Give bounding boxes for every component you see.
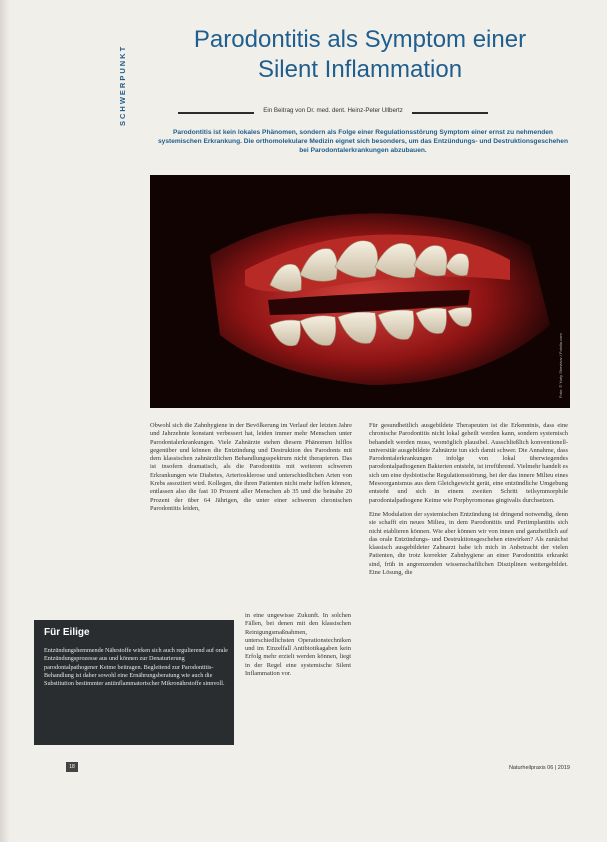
title-line-1: Parodontitis als Symptom einer (193, 26, 527, 53)
body-paragraph: Eine Modulation der systemischen Entzündung ist dringend notwendig, denn sie schafft ein neues Milieu, in dem Parodontitis und Periimplantitis sich nicht etablieren können. Wie aber können wir von innen und ganzheitlich auf das orale Entzündungs- und Destruktionsgeschehen einwirken? Als zunächst klassisch ausgebildeter Zahnarzt habe ich mich in Anbetracht der vielen Patienten, die trotz korrekter Zahnhygiene an einer Parodontitis erkrankt sind, früh in angrenzenden wissenschaftlichen Disziplinen weitergebildet. Eine Lösung, die (369, 510, 568, 577)
lead-paragraph: Parodontitis ist kein lokales Phänomen, sondern als Folge einer Regulationsstörung Symptom einer ernst zu nehmenden systemischen Erkrankung. Die orthomolekulare Medizin eignet sich besonders, um das Entzündungs- und Destruktionsgeschehen bei Parodontalerkrankungen abzubauen. (158, 129, 568, 154)
author-byline: Ein Beitrag von Dr. med. dent. Heinz-Peter Ullbertz (263, 107, 403, 114)
summary-box-title: Für Eilige (44, 627, 90, 638)
body-column-1-top: Obwohl sich die Zahnhygiene in der Bevölkerung im Verlauf der letzten Jahre und Jahrzehnte konstant verbessert hat, leiden immer mehr Menschen unter Parodontalerkrankungen. Viele Zahnärzte stehen diesem Phänomen hilflos gegenüber und können die Entzündung und Destruktion des Parodonts mit dem klassischen zahnärztlichen Behandlungsspektrum nicht therapieren. Das ist insofern dramatisch, als die Parodontitis mit weiteren schweren Erkrankungen wie Diabetes, Arteriosklerose und unterschiedlichen Arten von Krebs assoziiert wird. Kollegen, die ihren Patienten nicht mehr helfen können, entlassen also die fast 10 Prozent aller Menschen ab 35 und die beinahe 20 Prozent der über 64 Jährigen, die unter einer schweren chronischen Parodontitis leiden, (150, 422, 352, 512)
body-paragraph: Für gesundheitlich ausgebildete Therapeuten ist die Erkenntnis, dass eine chronische Parodontitis nicht lokal geheilt werden kann, sondern systemisch behandelt werden muss, womöglich plausibel. Ausschließlich konventionell-universitär ausgebildete Zahnärzte tun sich damit schwer. Die Annahme, dass Parodontalerkrankungen infolge von lokal überwiegendes parodontalpathogenen Bakterien entsteht, ist irreführend. Vielmehr handelt es sich um eine dysbiotische Regulationsstörung, bei der das innere Milieu eines Mesoorganismus aus dem Gleichgewicht gerät, eine entzündliche Umgebung entsteht und sich in einem zweiten Schritt teilsymmorphile parodontalpathogene Keime wie Porphyromonas gingivalis durchsetzen. (369, 422, 568, 504)
summary-box-text: Entzündungshemmende Nährstoffe wirken sich auch regulierend auf orale Entzündungsprozesse aus und können zur Denaturierung parodontalpathogener Keime beitragen. Begleitend zur Parodontitis-Behandlung ist daher sowohl eine Ernährungsberatung wie auch die Substitution bestimmter antiinflammatorischer Mikronährstoffe sinnvoll. (44, 647, 228, 688)
byline-rule-right (412, 112, 488, 114)
body-column-2 (369, 422, 568, 583)
page-spine-shadow (0, 0, 10, 842)
teeth-illustration (150, 175, 570, 408)
magazine-footer: Naturheilpraxis 06 | 2019 (508, 765, 570, 771)
title-line-2: Silent Inflammation (257, 56, 463, 83)
photo-credit (558, 278, 566, 398)
body-column-1-bottom: in eine ungewisse Zukunft. In solchen Fällen, bei denen mit den klassischen Reinigungsmaßnahmen, unterschiedlichsten Operationstechniken und im Einzelfall Antibiotikagaben kein Erfolg mehr erzielt werden können, liegt in der Regel eine systemische Silent Inflammation vor. (245, 612, 351, 678)
teeth-photo (150, 175, 570, 408)
summary-box (34, 620, 234, 745)
article-title (150, 25, 570, 85)
section-label-text: SCHWERPUNKT (118, 44, 127, 126)
photo-credit-text: Foto: © Yuriy Shevtsov / Fotolia.com (558, 333, 563, 398)
byline-row (178, 107, 488, 119)
page-number: 18 (66, 762, 78, 772)
section-label (118, 26, 132, 126)
byline-rule-left (178, 112, 254, 114)
